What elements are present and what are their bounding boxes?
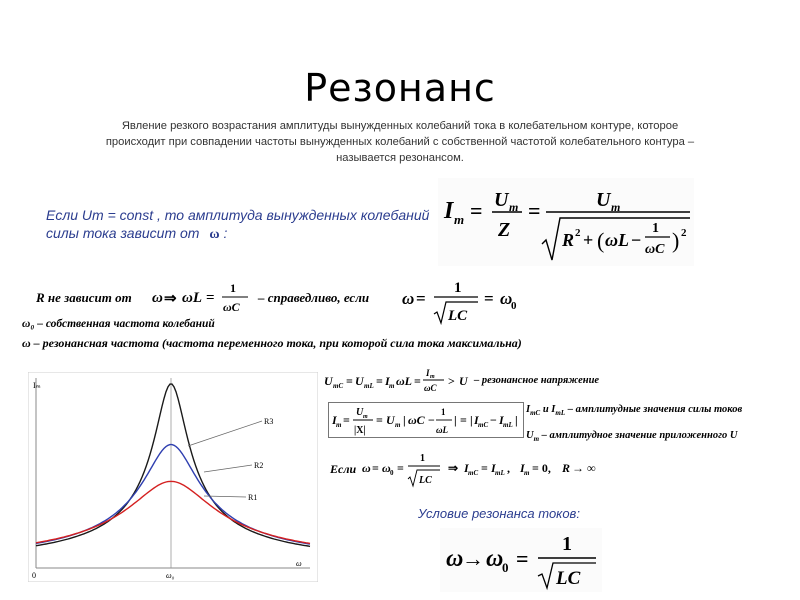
- intro-definition: [60, 118, 740, 166]
- omega-definition: ω – резонансная частота (частота переменного тока, при которой сила тока максимальна): [22, 336, 522, 350]
- svg-text:I: I: [520, 461, 525, 475]
- svg-text:mL: mL: [503, 421, 513, 429]
- resonance-result-formula: [360, 448, 630, 492]
- omega-symbol: ω: [209, 227, 220, 242]
- svg-text:I: I: [474, 413, 479, 427]
- svg-text:ωL: ωL: [396, 374, 413, 388]
- svg-text:=: =: [376, 374, 383, 388]
- svg-text:|: |: [470, 413, 473, 427]
- svg-text:m: m: [336, 421, 342, 429]
- svg-text:2: 2: [681, 227, 687, 239]
- svg-text:|: |: [403, 413, 406, 427]
- svg-text:LC: LC: [556, 568, 581, 589]
- svg-text:m: m: [363, 414, 368, 420]
- svg-text:=: =: [206, 290, 215, 306]
- slide-title: Резонанс: [304, 66, 496, 110]
- svg-text:→ ∞: → ∞: [572, 461, 596, 475]
- svg-text:=: =: [376, 413, 383, 427]
- resonance-frequency-formula: [400, 276, 530, 328]
- svg-text:LC: LC: [419, 475, 432, 486]
- svg-text:ω: ω: [402, 289, 415, 308]
- svg-text:=: =: [343, 413, 350, 427]
- svg-text:|: |: [454, 413, 457, 427]
- svg-text:I: I: [332, 413, 337, 427]
- current-resonance-title: Условие резонанса токов:: [418, 506, 580, 521]
- svg-text:=: =: [372, 461, 379, 475]
- intro-line-1: Явление резкого возрастания амплитуды вынужденных колебаний тока в колебательном контуре, которое: [121, 120, 679, 132]
- svg-text:0: 0: [390, 469, 394, 477]
- r-independence-line: [36, 290, 132, 306]
- svg-text:I: I: [464, 461, 469, 475]
- svg-text:m: m: [389, 382, 395, 390]
- svg-text:ωL: ωL: [605, 230, 630, 250]
- svg-text:⇒: ⇒: [164, 291, 177, 307]
- svg-text:|X|: |X|: [354, 425, 366, 436]
- svg-text:= 0,: = 0,: [532, 461, 551, 475]
- svg-text:mC: mC: [468, 469, 479, 477]
- svg-text:=: =: [516, 546, 529, 571]
- svg-text:|: |: [515, 413, 518, 427]
- svg-text:Z: Z: [498, 219, 511, 241]
- svg-text:m: m: [524, 469, 530, 477]
- svg-text:1: 1: [652, 221, 659, 236]
- svg-text:R: R: [562, 461, 571, 475]
- svg-text:=: =: [470, 198, 483, 223]
- svg-text:,: ,: [507, 461, 510, 475]
- svg-text:=: =: [346, 374, 353, 388]
- series-label-r2: R2: [254, 461, 264, 470]
- svg-text:0: 0: [502, 560, 509, 575]
- if-label: Если: [330, 462, 357, 476]
- svg-text:ω: ω: [486, 546, 504, 572]
- svg-text:mC: mC: [333, 382, 344, 390]
- svg-text:ω: ω: [500, 289, 513, 308]
- current-amplitude-formula: [328, 402, 524, 438]
- chart-y-label: Iₘ: [33, 381, 41, 390]
- resonance-voltage-formula: [322, 364, 472, 398]
- omega-l-equals-formula: [150, 278, 270, 318]
- condition-line-1: Если Um = const , то амплитуда вынужденных колебаний: [46, 207, 430, 223]
- condition-colon: :: [223, 225, 228, 241]
- svg-text:U: U: [356, 407, 364, 418]
- svg-text:(: (: [597, 228, 605, 253]
- svg-text:→: →: [462, 546, 484, 571]
- svg-text:mL: mL: [495, 469, 505, 477]
- applied-voltage-note: $U_m$ – амплитудное значение приложенного U: [526, 430, 738, 444]
- svg-text:LC: LC: [448, 308, 468, 324]
- amplitudes-note: $I_{mC}$ и $I_{mL}$ – амплитудные значения силы токов: [526, 404, 743, 418]
- svg-text:I: I: [499, 413, 504, 427]
- applied-voltage-label: – амплитудное значение приложенного U: [541, 430, 738, 441]
- svg-text:1: 1: [230, 281, 236, 295]
- svg-text:1: 1: [454, 280, 462, 296]
- chart-origin-label: 0: [32, 571, 36, 580]
- current-resonance-formula: [440, 528, 602, 592]
- svg-text:m: m: [454, 212, 465, 227]
- svg-text:=: =: [397, 461, 404, 475]
- svg-text:ωC: ωC: [223, 300, 240, 314]
- svg-text:m: m: [430, 374, 435, 380]
- svg-text:0: 0: [511, 300, 517, 312]
- svg-text:I: I: [444, 198, 454, 224]
- svg-text:U: U: [596, 189, 611, 211]
- svg-text:>: >: [448, 374, 455, 388]
- svg-text:ωC: ωC: [408, 413, 425, 427]
- series-label-r1: R1: [248, 493, 258, 502]
- svg-text:U: U: [494, 189, 509, 211]
- svg-text:mL: mL: [364, 382, 374, 390]
- svg-text:=: =: [460, 413, 467, 427]
- svg-text:ωC: ωC: [645, 242, 665, 257]
- svg-text:1: 1: [562, 533, 572, 555]
- svg-text:2: 2: [575, 227, 581, 239]
- svg-text:m: m: [509, 200, 519, 214]
- svg-text:ωL: ωL: [182, 290, 203, 306]
- chart-resonance-tick: ω₀: [166, 571, 175, 580]
- svg-text:=: =: [481, 461, 488, 475]
- svg-text:ω: ω: [362, 461, 371, 475]
- condition-line-2-wrap: [46, 224, 436, 244]
- svg-text:ω: ω: [152, 290, 163, 306]
- resonance-curves-chart: [28, 372, 318, 582]
- svg-text:m: m: [611, 200, 621, 214]
- svg-text:1: 1: [441, 407, 446, 417]
- svg-text:=: =: [528, 198, 541, 223]
- svg-text:I: I: [385, 374, 390, 388]
- svg-text:U: U: [324, 374, 333, 388]
- amplitude-condition-text: [46, 206, 436, 244]
- svg-text:=: =: [484, 289, 494, 308]
- svg-text:m: m: [395, 421, 401, 429]
- svg-text:R: R: [562, 230, 575, 250]
- svg-text:⇒: ⇒: [448, 461, 459, 475]
- condition-line-2: силы тока зависит от: [46, 225, 200, 241]
- resonance-voltage-label: – резонансное напряжение: [474, 375, 600, 386]
- svg-text:ωC: ωC: [424, 383, 437, 393]
- svg-text:): ): [672, 228, 680, 253]
- intro-line-2: происходит при совпадении частоты вынужденных колебаний с собственной частотой колебательного контура –: [105, 136, 695, 148]
- r-independent-suffix: – справедливо, если: [258, 290, 370, 305]
- svg-text:−: −: [631, 230, 642, 250]
- svg-text:I: I: [491, 461, 496, 475]
- svg-text:1: 1: [420, 453, 425, 464]
- svg-text:ωL: ωL: [436, 425, 449, 435]
- svg-text:−: −: [428, 413, 435, 427]
- svg-text:U: U: [355, 374, 364, 388]
- svg-text:=: =: [416, 289, 426, 308]
- svg-text:+: +: [583, 230, 594, 250]
- svg-text:−: −: [490, 413, 497, 427]
- svg-text:mC: mC: [478, 421, 489, 429]
- svg-text:U: U: [386, 413, 395, 427]
- chart-x-label: ω: [296, 559, 302, 568]
- svg-text:I: I: [426, 368, 430, 378]
- svg-text:=: =: [414, 374, 421, 388]
- r-independent-prefix: R не зависит от: [36, 290, 132, 305]
- svg-text:ω: ω: [382, 461, 391, 475]
- omega0-definition: ω₀ – собственная частота колебаний: [22, 318, 215, 330]
- amplitude-formula: [438, 178, 694, 266]
- svg-text:ω: ω: [446, 546, 464, 572]
- svg-text:U: U: [459, 374, 468, 388]
- intro-line-3: называется резонансом.: [336, 152, 464, 164]
- amplitudes-label: – амплитудные значения силы токов: [567, 404, 743, 415]
- series-label-r3: R3: [264, 417, 274, 426]
- chart-frame: [28, 372, 318, 582]
